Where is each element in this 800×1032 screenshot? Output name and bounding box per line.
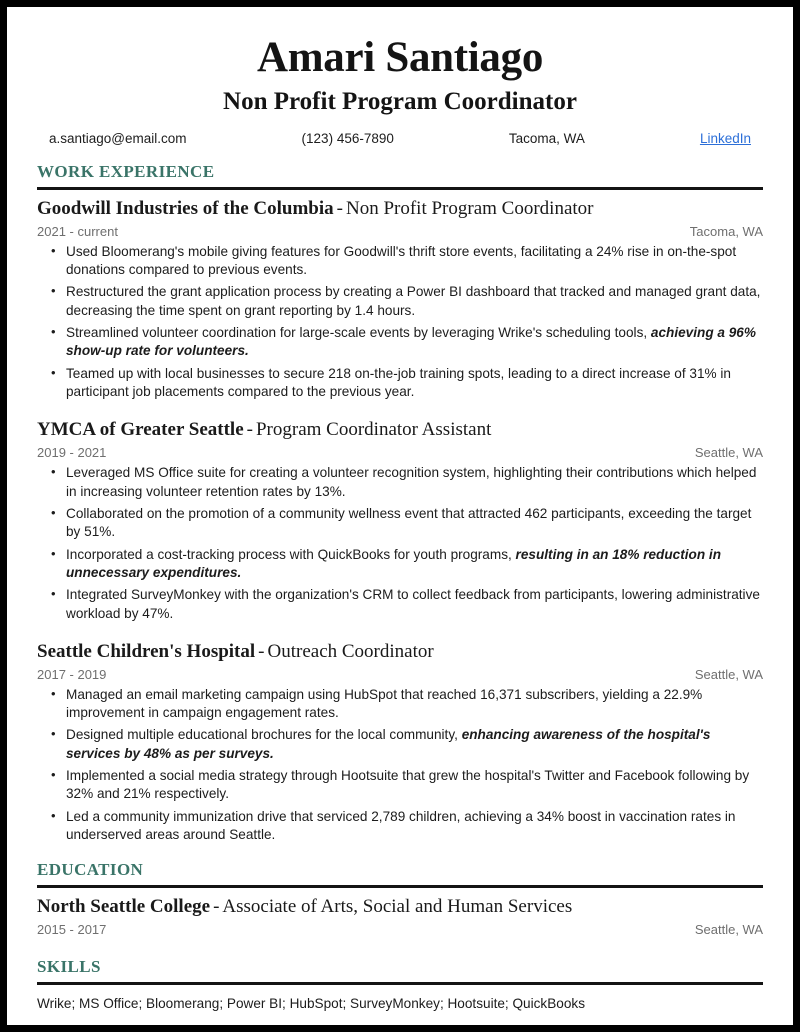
entry-role: Non Profit Program Coordinator: [345, 197, 594, 219]
entry-role: Outreach Coordinator: [267, 640, 434, 662]
bullet-item: [37, 464, 763, 501]
bullet-item: [37, 546, 763, 583]
section-title-work-experience: WORK EXPERIENCE: [37, 162, 215, 182]
entry-meta: [37, 667, 763, 682]
entry-heading: [37, 895, 763, 919]
experience-entry: [37, 197, 763, 402]
entry-separator: -: [213, 896, 220, 918]
section-work-experience: [37, 163, 763, 844]
section-education: [37, 861, 763, 940]
resume-sections: [37, 163, 763, 1013]
experience-entry: [37, 895, 763, 941]
entry-organization: YMCA of Greater Seattle: [37, 419, 244, 441]
entry-organization: Seattle Children's Hospital: [37, 640, 256, 662]
experience-entry: [37, 418, 763, 623]
entry-dates: 2019 - 2021: [37, 445, 107, 461]
bullet-item: [37, 767, 763, 804]
entry-role: Associate of Arts, Social and Human Services: [222, 896, 573, 918]
entry-spacer: [37, 937, 763, 941]
entry-location: Seattle, WA: [694, 666, 763, 682]
bullet-item: [37, 586, 763, 623]
entry-organization: Goodwill Industries of the Columbia: [37, 197, 334, 219]
entry-dates: 2015 - 2017: [37, 921, 107, 937]
candidate-name: Amari Santiago: [256, 34, 544, 81]
entry-bullet-list: [37, 686, 763, 845]
contact-email: a.santiago@email.com: [49, 131, 187, 147]
bullet-item: [37, 365, 763, 402]
bullet-text: Collaborated on the promotion of a community wellness event that attracted 462 participants, exceeding the target by 51%.: [66, 505, 752, 540]
bullet-text: Restructured the grant application process by creating a Power BI dashboard that tracked and managed grant data, decreasing the time spent on grant reporting by 1.4 hours.: [66, 284, 761, 318]
contact-row: [37, 115, 763, 146]
entry-heading: [37, 640, 763, 664]
section-rule: [37, 187, 763, 190]
section-rule: [37, 885, 763, 888]
bullet-emphasis: resulting in an 18% reduction in unnecessary expenditures.: [66, 546, 721, 580]
bullet-text: Used Bloomerang's mobile giving features for Goodwill's thrift store events, facilitating a 24% rise in on-the-spot donations compared to previous events.: [66, 243, 737, 278]
entry-organization: North Seattle College: [37, 896, 211, 918]
experience-entry: [37, 640, 763, 845]
candidate-headline: Non Profit Program Coordinator: [223, 88, 577, 115]
bullet-emphasis: achieving a 96% show-up rate for volunteers.: [66, 325, 756, 359]
section-title-skills: SKILLS: [37, 956, 101, 976]
bullet-item: [37, 686, 763, 723]
bullet-text: Managed an email marketing campaign using HubSpot that reached 16,371 subscribers, yielding a 22.9% improvement in campaign engagement rates.: [66, 686, 703, 721]
bullet-item: [37, 283, 763, 320]
entry-role: Program Coordinator Assistant: [255, 419, 492, 441]
bullet-item: [37, 324, 763, 361]
entry-separator: -: [246, 419, 253, 441]
bullet-emphasis: enhancing awareness of the hospital's services by 48% as per surveys.: [66, 727, 711, 761]
entry-separator: -: [336, 197, 343, 219]
entry-meta: [37, 922, 763, 937]
bullet-item: [37, 808, 763, 845]
contact-linkedin[interactable]: LinkedIn: [699, 131, 751, 147]
entry-location: Tacoma, WA: [689, 223, 763, 239]
bullet-item: [37, 505, 763, 542]
bullet-text: Leveraged MS Office suite for creating a volunteer recognition system, highlighting their contributions which helped in increasing volunteer retention rates by 13%.: [66, 465, 757, 499]
skills-list: Wrike; MS Office; Bloomerang; Power BI; HubSpot; SurveyMonkey; Hootsuite; QuickBooks: [37, 995, 586, 1011]
contact-phone: (123) 456-7890: [301, 131, 394, 147]
entry-separator: -: [258, 640, 265, 662]
entry-bullet-list: [37, 243, 763, 402]
bullet-item: [37, 243, 763, 280]
bullet-text: Teamed up with local businesses to secure 218 on-the-job training spots, leading to a direct increase of 31% in participant job placements compared to the previous year.: [66, 365, 731, 400]
bullet-item: [37, 726, 763, 763]
section-rule: [37, 982, 763, 985]
section-title-education: EDUCATION: [37, 860, 144, 880]
entry-dates: 2021 - current: [37, 223, 118, 239]
entry-meta: [37, 224, 763, 239]
entry-heading: [37, 418, 763, 442]
entry-heading: [37, 197, 763, 221]
bullet-text: Integrated SurveyMonkey with the organization's CRM to collect feedback from participants, lowering administrative workload by 47%.: [66, 587, 760, 621]
entry-location: Seattle, WA: [694, 921, 763, 937]
resume-page: [7, 7, 793, 1025]
bullet-text: Streamlined volunteer coordination for large-scale events by leveraging Wrike's scheduling tools,: [66, 325, 651, 341]
section-skills: [37, 958, 763, 1013]
bullet-text: Implemented a social media strategy through Hootsuite that grew the hospital's Twitter and Facebook following by 32% and 21% respectively.: [66, 768, 750, 802]
entry-meta: [37, 445, 763, 460]
bullet-text: Incorporated a cost-tracking process with QuickBooks for youth programs,: [66, 546, 516, 562]
contact-location: Tacoma, WA: [508, 131, 585, 147]
entry-location: Seattle, WA: [694, 445, 763, 461]
entry-dates: 2017 - 2019: [37, 666, 107, 682]
bullet-text: Designed multiple educational brochures for the local community,: [66, 727, 462, 743]
bullet-text: Led a community immunization drive that serviced 2,789 children, achieving a 34% boost in vaccination rates in underserved areas around Seattle.: [66, 808, 736, 843]
entry-bullet-list: [37, 464, 763, 623]
resume-header: [37, 7, 763, 146]
